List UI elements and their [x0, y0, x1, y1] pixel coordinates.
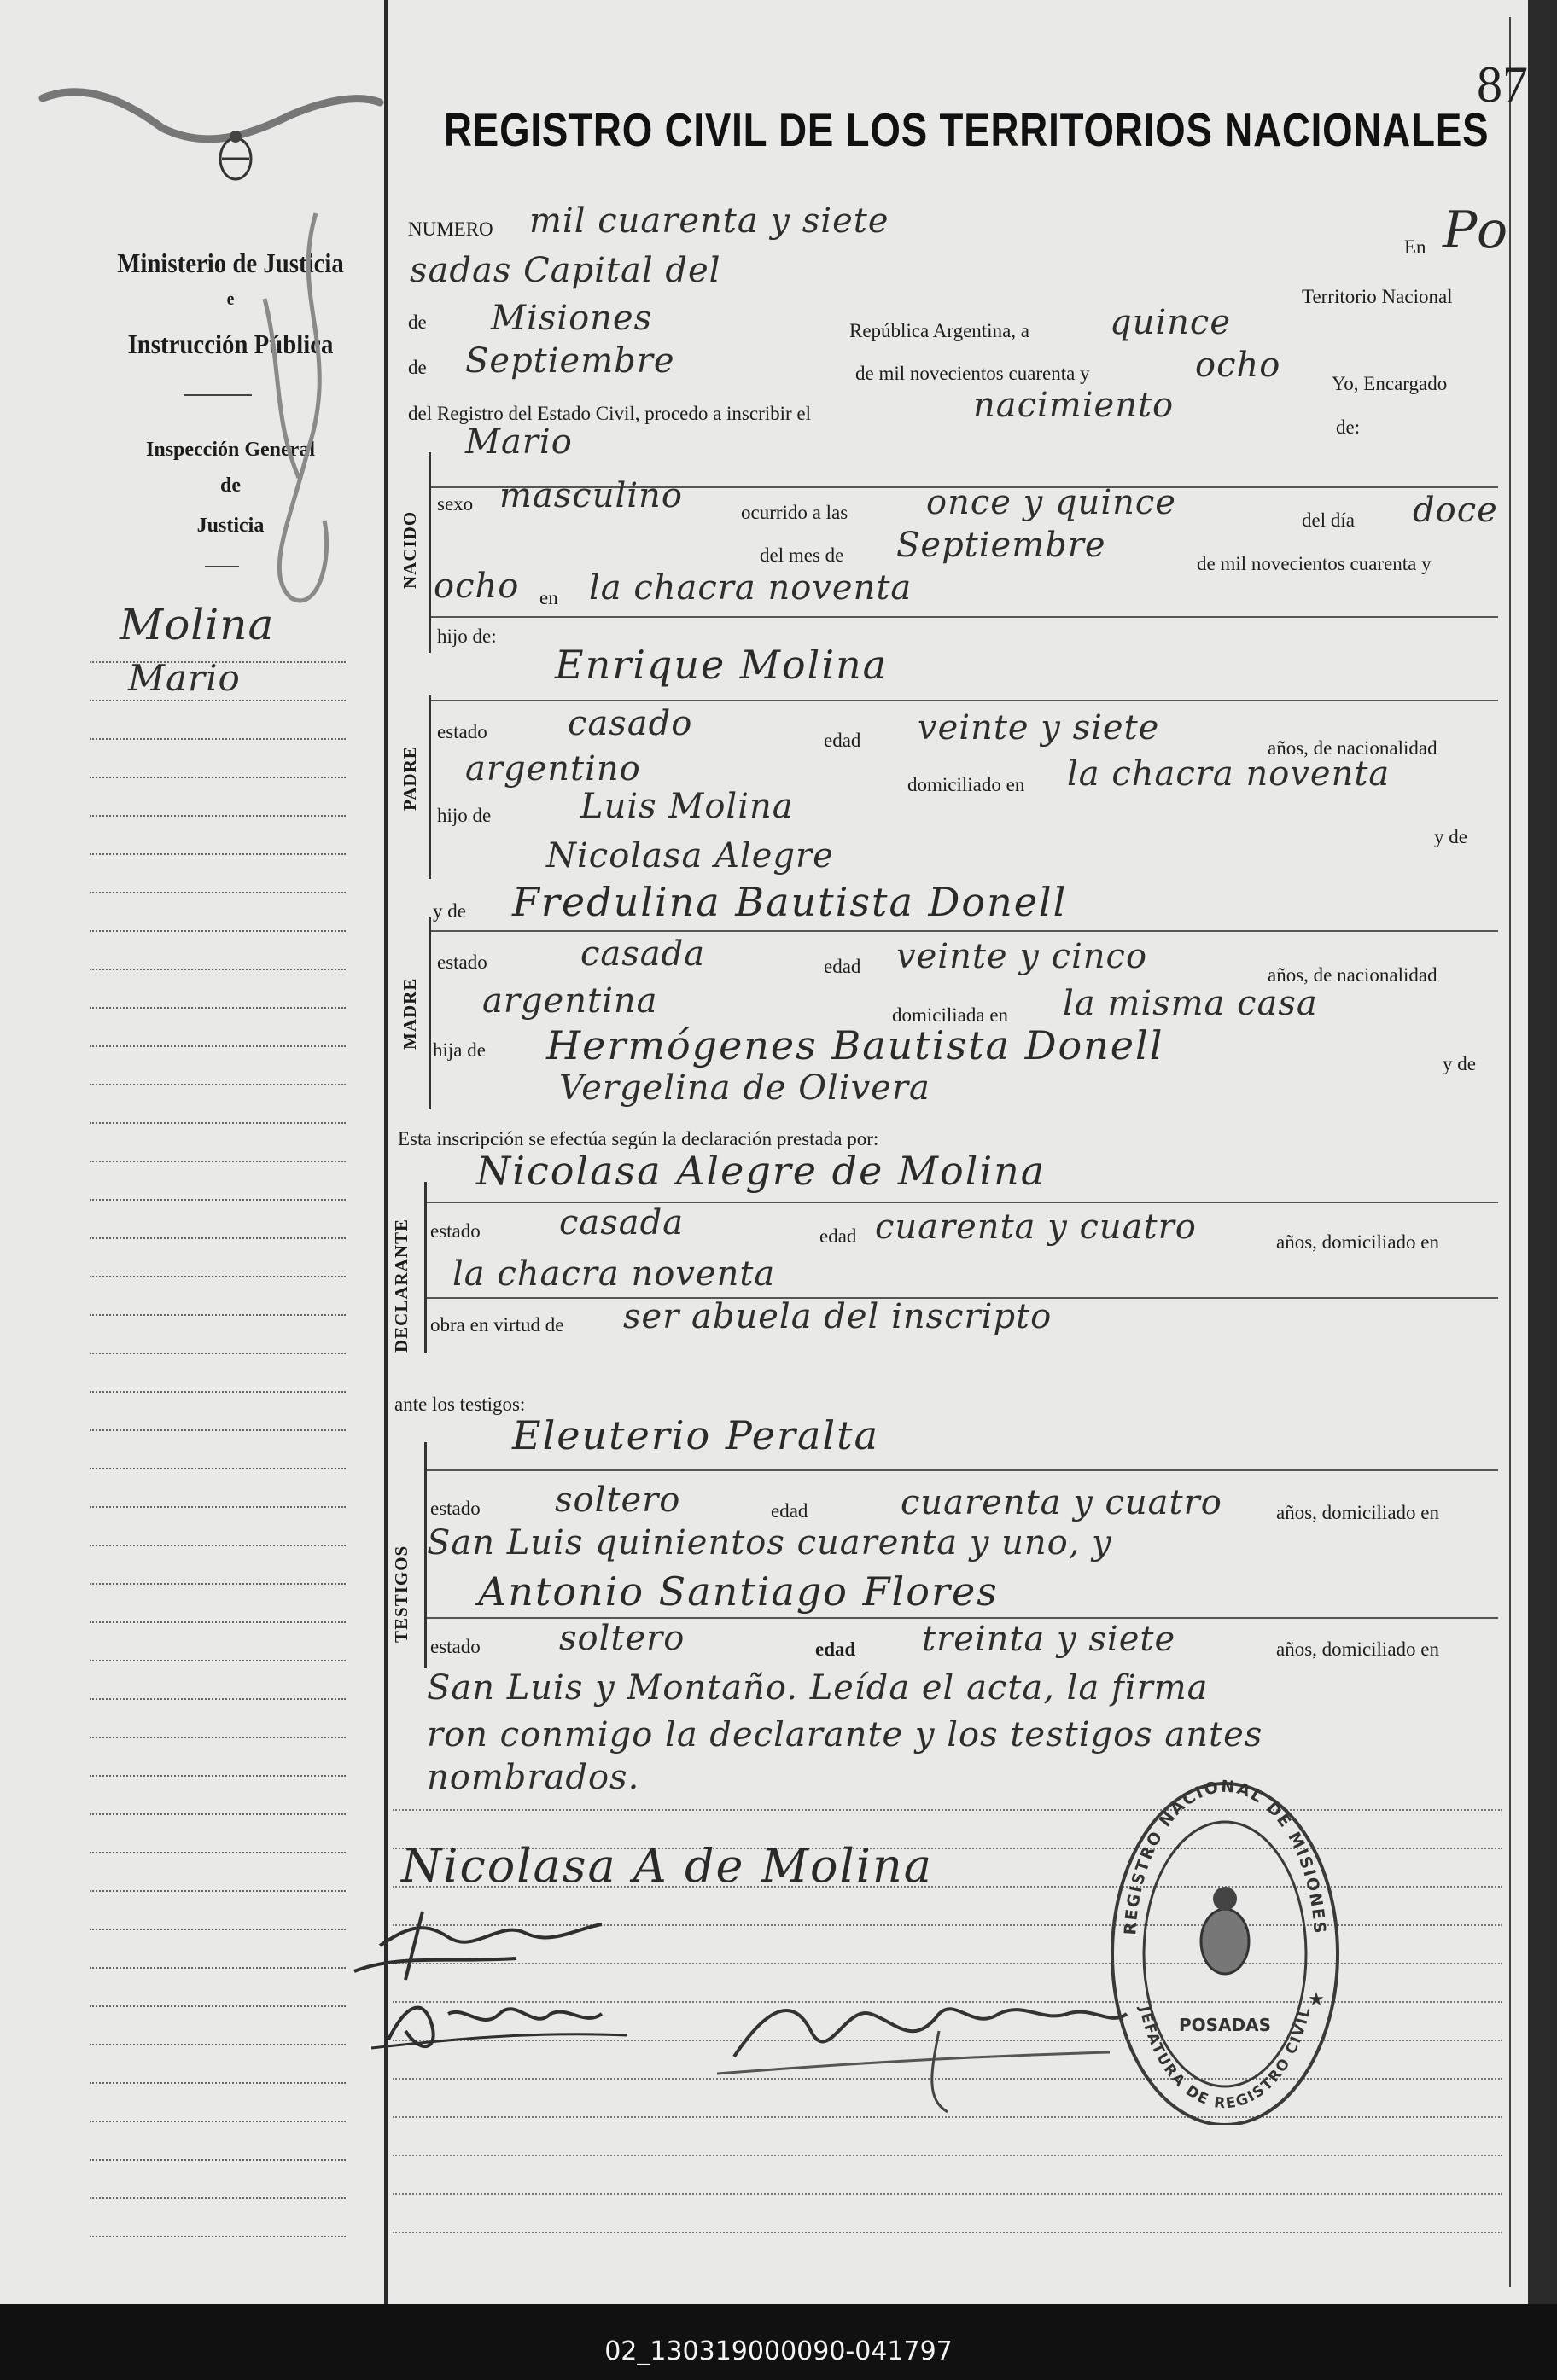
padre-estado-value: casado: [568, 704, 693, 743]
hora-value: once y quince: [926, 483, 1176, 522]
closing-line1: San Luis y Montaño. Leída el acta, la firma: [427, 1668, 1209, 1708]
margin-line: [90, 2044, 346, 2045]
margin-line: [90, 2236, 346, 2237]
madre-section-label: MADRE: [399, 977, 420, 1050]
t1-domicilio-value: San Luis quinientos cuarenta y uno, y: [427, 1523, 1112, 1562]
padre-estado-label: estado: [437, 721, 487, 742]
registrar-signature: [700, 1954, 1161, 2125]
padre-hijo-label: hijo de: [437, 805, 492, 826]
t1-estado-value: soltero: [555, 1481, 681, 1520]
margin-line: [90, 1967, 346, 1969]
margin-line: [90, 777, 346, 778]
svg-text:POSADAS: POSADAS: [1178, 2015, 1272, 2035]
madre-domicilio-label: domiciliada en: [892, 1004, 1009, 1026]
document-title: REGISTRO CIVIL DE LOS TERRITORIOS NACIONALES: [444, 103, 1490, 156]
svg-text:REGISTRO NACIONAL DE MISIONES: REGISTRO NACIONAL DE MISIONES: [1121, 1777, 1329, 1936]
t1-edad-value: cuarenta y cuatro: [901, 1483, 1222, 1522]
madre-madre-value: Vergelina de Olivera: [559, 1068, 930, 1108]
margin-line: [90, 1161, 346, 1162]
t2-estado-label: estado: [430, 1636, 481, 1657]
witness-signatures: [346, 1886, 653, 2082]
dia-label: del día: [1302, 509, 1355, 531]
declarante-bracket: [424, 1182, 427, 1353]
margin-line: [90, 738, 346, 740]
padre-nacionalidad-value: argentino: [465, 749, 641, 788]
republica-label: República Argentina, a: [849, 320, 1029, 341]
margin-signature-vertical: [230, 196, 367, 623]
madre-padre-value: Hermógenes Bautista Donell: [546, 1022, 1164, 1068]
margin-line: [90, 1084, 346, 1085]
testigo2-name: Antonio Santiago Flores: [478, 1568, 999, 1615]
inspection-line1: Inspección General: [146, 439, 315, 461]
nacido-section-label: NACIDO: [399, 510, 420, 589]
declarante-section-label: DECLARANTE: [391, 1218, 411, 1353]
t2-edad-value: treinta y siete: [922, 1620, 1176, 1659]
margin-line: [90, 1045, 346, 1047]
padre-madre-value: Nicolasa Alegre: [546, 836, 834, 876]
margin-line: [90, 1583, 346, 1585]
de3-label: de:: [1336, 416, 1361, 438]
closing-line2: ron conmigo la declarante y los testigos antes: [427, 1715, 1263, 1754]
inspection-line3: Justicia: [196, 515, 265, 537]
dia-value: doce: [1413, 491, 1498, 530]
margin-line: [90, 1122, 346, 1124]
margin-line: [90, 1353, 346, 1354]
margin-line: [90, 1545, 346, 1546]
declarante-domicilio-value: la chacra noventa: [452, 1254, 776, 1294]
margin-note-surname: Molina: [120, 600, 275, 649]
margin-line: [90, 1007, 346, 1009]
closing-line3: nombrados.: [427, 1758, 640, 1797]
year-label: de mil novecientos cuarenta y: [855, 363, 1090, 384]
margin-line: [90, 1391, 346, 1393]
de-label: de: [408, 311, 427, 333]
madre-hija-label: hija de: [433, 1039, 486, 1061]
madre-edad-value: veinte y cinco: [896, 937, 1148, 976]
declarante-domicilio-label: años, domiciliado en: [1276, 1231, 1439, 1253]
margin-line: [90, 1660, 346, 1661]
ruled-line: [393, 2193, 1502, 2195]
declarante-estado-label: estado: [430, 1220, 481, 1242]
t2-edad-label: edad: [815, 1638, 856, 1660]
declarante-signature: Nicolasa A de Molina: [401, 1839, 933, 1893]
t2-domicilio-label: años, domiciliado en: [1276, 1638, 1439, 1660]
coat-of-arms-icon: [212, 128, 260, 184]
obra-value: ser abuela del inscripto: [623, 1297, 1053, 1336]
t1-estado-label: estado: [430, 1498, 481, 1519]
margin-line: [90, 892, 346, 893]
margin-line: [90, 1813, 346, 1815]
act-value: nacimiento: [973, 386, 1175, 425]
anio-value: ocho: [434, 567, 520, 606]
testigos-section-label: TESTIGOS: [391, 1545, 411, 1643]
t1-domicilio-label: años, domiciliado en: [1276, 1502, 1439, 1523]
margin-note-name: Mario: [128, 657, 241, 699]
scan-edge: [1528, 0, 1557, 2380]
margin-line: [90, 815, 346, 817]
right-border: [1509, 17, 1511, 2287]
rule: [427, 1469, 1498, 1471]
de2-label: de: [408, 357, 427, 378]
sexo-value: masculino: [499, 476, 683, 515]
page-number: 87: [1477, 56, 1528, 113]
testigo1-name: Eleuterio Peralta: [512, 1412, 880, 1458]
margin-line: [90, 2159, 346, 2161]
margin-line: [90, 1852, 346, 1853]
margin-line: [90, 1429, 346, 1431]
year-value: ocho: [1195, 346, 1281, 385]
ruled-line: [393, 2232, 1502, 2233]
margin-line: [90, 1314, 346, 1316]
margin-line: [90, 853, 346, 855]
place-value-b: sadas Capital del: [410, 251, 721, 290]
testigos-intro: ante los testigos:: [394, 1394, 526, 1415]
margin-line: [90, 1737, 346, 1738]
margin-line: [90, 1621, 346, 1623]
territorio-label: Territorio Nacional: [1302, 286, 1453, 307]
obra-label: obra en virtud de: [430, 1314, 564, 1335]
day-value: quince: [1110, 303, 1231, 342]
lugar-value: la chacra noventa: [589, 568, 913, 608]
margin-line: [90, 2082, 346, 2084]
numero-value: mil cuarenta y siete: [529, 201, 889, 241]
month-value: Septiembre: [465, 341, 675, 381]
padre-name: Enrique Molina: [555, 642, 889, 688]
declarante-name: Nicolasa Alegre de Molina: [476, 1148, 1047, 1194]
yo-label: Yo, Encargado: [1332, 373, 1448, 394]
svg-text:★: ★: [1308, 1988, 1325, 2010]
madre-domicilio-value: la misma casa: [1063, 984, 1318, 1023]
anio-label: de mil novecientos cuarenta y: [1197, 553, 1432, 574]
margin-line: [90, 2197, 346, 2199]
madre-yde-label: y de: [433, 900, 466, 922]
sexo-label: sexo: [437, 493, 474, 515]
file-id: 02_130319000090-041797: [604, 2336, 953, 2366]
ministry-line1: Ministerio de Justicia: [117, 247, 344, 278]
madre-y-label: y de: [1443, 1053, 1476, 1074]
inspection-line2: de: [220, 474, 241, 497]
margin-line: [90, 2121, 346, 2122]
declarante-estado-value: casada: [559, 1203, 685, 1242]
nacido-name: Mario: [465, 422, 573, 462]
madre-bracket: [429, 917, 431, 1109]
declarante-edad-label: edad: [819, 1225, 857, 1247]
margin-line: [90, 930, 346, 932]
rule: [431, 700, 1498, 701]
hijo-label: hijo de:: [437, 626, 497, 647]
rule: [431, 930, 1498, 932]
margin-line: [90, 1698, 346, 1700]
ministry-line3: Instrucción Pública: [127, 329, 334, 359]
territory-value: Misiones: [491, 299, 653, 338]
en-label: En: [1404, 236, 1426, 258]
madre-estado-label: estado: [437, 951, 487, 973]
margin-line: [90, 2005, 346, 2007]
margin-line: [90, 1276, 346, 1277]
margin-line: [90, 1506, 346, 1508]
margin-line: [90, 1468, 346, 1469]
nacido-bracket: [429, 452, 431, 653]
registro-label: del Registro del Estado Civil, procedo a inscribir el: [408, 403, 812, 424]
ocurrido-label: ocurrido a las: [741, 502, 848, 523]
padre-padre-value: Luis Molina: [580, 787, 794, 826]
svg-text:JEFATURA DE REGISTRO CIVIL: JEFATURA DE REGISTRO CIVIL: [1135, 2005, 1315, 2113]
padre-y-label: y de: [1434, 826, 1467, 847]
rule: [431, 616, 1498, 618]
padre-bracket: [429, 695, 431, 879]
ministry-line2: e: [226, 288, 235, 309]
margin-line: [90, 1775, 346, 1777]
padre-edad-label: edad: [824, 730, 861, 751]
padre-domicilio-label: domiciliado en: [907, 774, 1025, 795]
padre-nacionalidad-label: años, de nacionalidad: [1268, 737, 1437, 759]
madre-name: Fredulina Bautista Donell: [512, 879, 1068, 925]
en-label-nacido: en: [539, 587, 558, 608]
madre-nacionalidad-label: años, de nacionalidad: [1268, 964, 1437, 986]
t2-estado-value: soltero: [559, 1619, 685, 1658]
mes-value: Septiembre: [896, 526, 1106, 565]
t1-edad-label: edad: [771, 1500, 808, 1522]
madre-edad-label: edad: [824, 956, 861, 977]
padre-edad-value: veinte y siete: [918, 708, 1160, 748]
ruled-line: [393, 2155, 1502, 2156]
margin-line: [90, 700, 346, 701]
declarante-edad-value: cuarenta y cuatro: [875, 1207, 1197, 1247]
margin-line: [90, 661, 346, 663]
margin-line: [90, 1929, 346, 1930]
margin-line: [90, 1237, 346, 1239]
madre-estado-value: casada: [580, 934, 706, 974]
official-stamp: [1101, 1749, 1349, 2125]
place-value-a: Po: [1443, 201, 1510, 260]
margin-line: [90, 1199, 346, 1201]
padre-domicilio-value: la chacra noventa: [1067, 754, 1391, 794]
padre-section-label: PADRE: [399, 746, 420, 811]
declarante-intro: Esta inscripción se efectúa según la declaración prestada por:: [398, 1128, 879, 1149]
margin-line: [90, 969, 346, 970]
margin-line: [90, 1890, 346, 1892]
numero-label: NUMERO: [408, 218, 493, 240]
madre-nacionalidad-value: argentina: [482, 981, 658, 1021]
mes-label: del mes de: [760, 544, 844, 566]
